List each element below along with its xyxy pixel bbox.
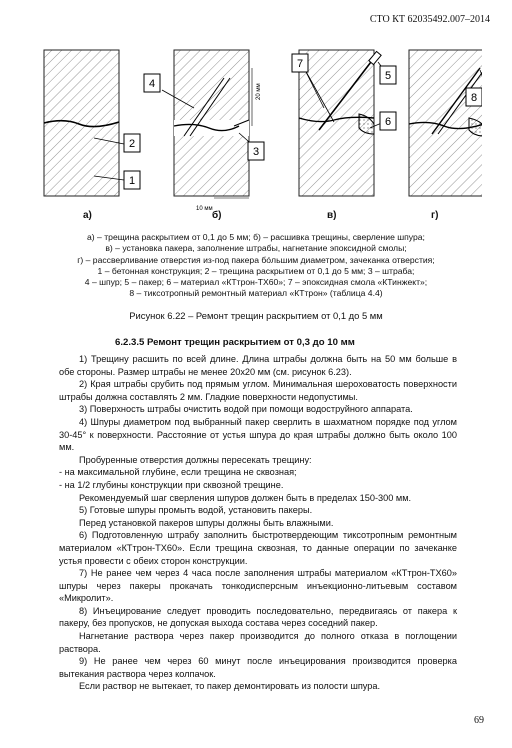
- paragraph: 5) Готовые шпуры промыть водой, установить пакеры.: [79, 505, 313, 516]
- paragraph: - на максимальной глубине, если трещина не сквозная;: [59, 467, 297, 478]
- callout-3: 3: [252, 146, 260, 158]
- panel-label-b: б): [212, 210, 222, 221]
- panel-b: [144, 50, 264, 212]
- paragraph: 4) Шпуры диаметром под выбранный пакер сверлить в шахматном порядке под углом 30-45° к поверхности. Расстояние от устья шпура до края штрабы должно быть около 100 мм.: [59, 416, 457, 453]
- panel-d: [409, 50, 482, 196]
- paragraph: Нагнетание раствора через пакер производится до полного отказа в поглощении раствора.: [59, 631, 457, 654]
- paragraph: 9) Не ранее чем через 60 минут после инъецирования производится проверка вытекания раствора через колпачок.: [59, 656, 457, 679]
- figure-legend: [40, 232, 472, 300]
- document-header: СТО КТ 62035492.007–2014: [369, 14, 490, 25]
- callout-1: 1: [128, 175, 136, 187]
- callout-4: 4: [148, 78, 156, 90]
- paragraph: Перед установкой пакеров шпуры должны быть влажными.: [79, 517, 334, 528]
- callout-6: 6: [384, 116, 392, 128]
- panel-label-d: г): [431, 210, 439, 221]
- legend-line: а) – трещина раскрытием от 0,1 до 5 мм; б) – расшивка трещины, сверление шпура;: [87, 232, 425, 242]
- callout-5: 5: [384, 70, 392, 82]
- paragraph: 8) Инъецирование следует проводить последовательно, передвигаясь от пакера к пакеру, без пропусков, не допуская выхода состава через соседний пакер.: [59, 605, 457, 629]
- panel-a: [44, 50, 140, 196]
- callout-2: 2: [128, 138, 136, 150]
- crack-repair-figure: [34, 38, 482, 223]
- paragraph: Если раствор не вытекает, то пакер демонтировать из полости шпура.: [79, 681, 381, 692]
- legend-line: 4 – шпур; 5 – пакер; 6 – материал «КТтрон-ТХ60»; 7 – эпоксидная смола «КТинжект»;: [84, 277, 428, 288]
- section-title: 6.2.3.5 Ремонт трещин раскрытием от 0,3 до 10 мм: [115, 337, 355, 348]
- callout-7: 7: [296, 58, 304, 70]
- paragraph: Пробуренные отверстия должны пересекать трещину:: [79, 454, 312, 465]
- paragraph: 3) Поверхность штрабы очистить водой при помощи водоструйного аппарата.: [79, 404, 413, 415]
- dim-10: 10 мм: [196, 206, 213, 212]
- figure-caption: Рисунок 6.22 – Ремонт трещин раскрытием от 0,1 до 5 мм: [129, 310, 383, 321]
- legend-line: 1 – бетонная конструкция; 2 – трещина раскрытием от 0,1 до 5 мм; 3 – штраба;: [97, 265, 415, 276]
- body-text: [59, 353, 457, 693]
- panel-c: [292, 50, 396, 196]
- paragraph: Рекомендуемый шаг сверления шпуров должен быть в пределах 150-300 мм.: [79, 492, 412, 503]
- paragraph: 7) Не ранее чем через 4 часа после заполнения штрабы материалом «КТтрон-ТХ60» шпуры через пакеры прокачать тонкодисперсным инъекционно-литьевым составом «Микролит».: [59, 568, 457, 604]
- paragraph: 1) Трещину расшить по всей длине. Длина штрабы должна быть на 50 мм больше в обе стороны. Размер штрабы не менее 20х20 мм (см. рисунок 6.23).: [59, 354, 457, 377]
- paragraph: 2) Края штрабы срубить под прямым углом. Минимальная шероховатость поверхности штрабы должна составлять 2 мм. Гладкие поверхности недопустимы.: [59, 379, 457, 402]
- callout-8: 8: [470, 92, 478, 104]
- paragraph: 6) Подготовленную штрабу заполнить быстротвердеющим тиксотропным ремонтным материалом «КТтрон-ТХ60». Если трещина сквозная, то данные операции по зачеканке устья провести с обеих сторон конструкции.: [59, 530, 457, 566]
- panel-label-c: в): [327, 210, 337, 221]
- paragraph: - на 1/2 глубины конструкции при сквозной трещине.: [59, 479, 284, 490]
- legend-line: г) – рассверливание отверстия из-под пакера бóльшим диаметром, зачеканка отверстия;: [77, 254, 435, 265]
- page-number: 69: [474, 715, 484, 726]
- dim-20: 20 мм: [256, 83, 262, 100]
- legend-line: 8 – тиксотропный ремонтный материал «КТтрон» (таблица 4.4): [129, 288, 383, 299]
- panel-label-a: а): [83, 210, 92, 221]
- legend-line: в) – установка пакера, заполнение штрабы, нагнетание эпоксидной смолы;: [105, 243, 407, 254]
